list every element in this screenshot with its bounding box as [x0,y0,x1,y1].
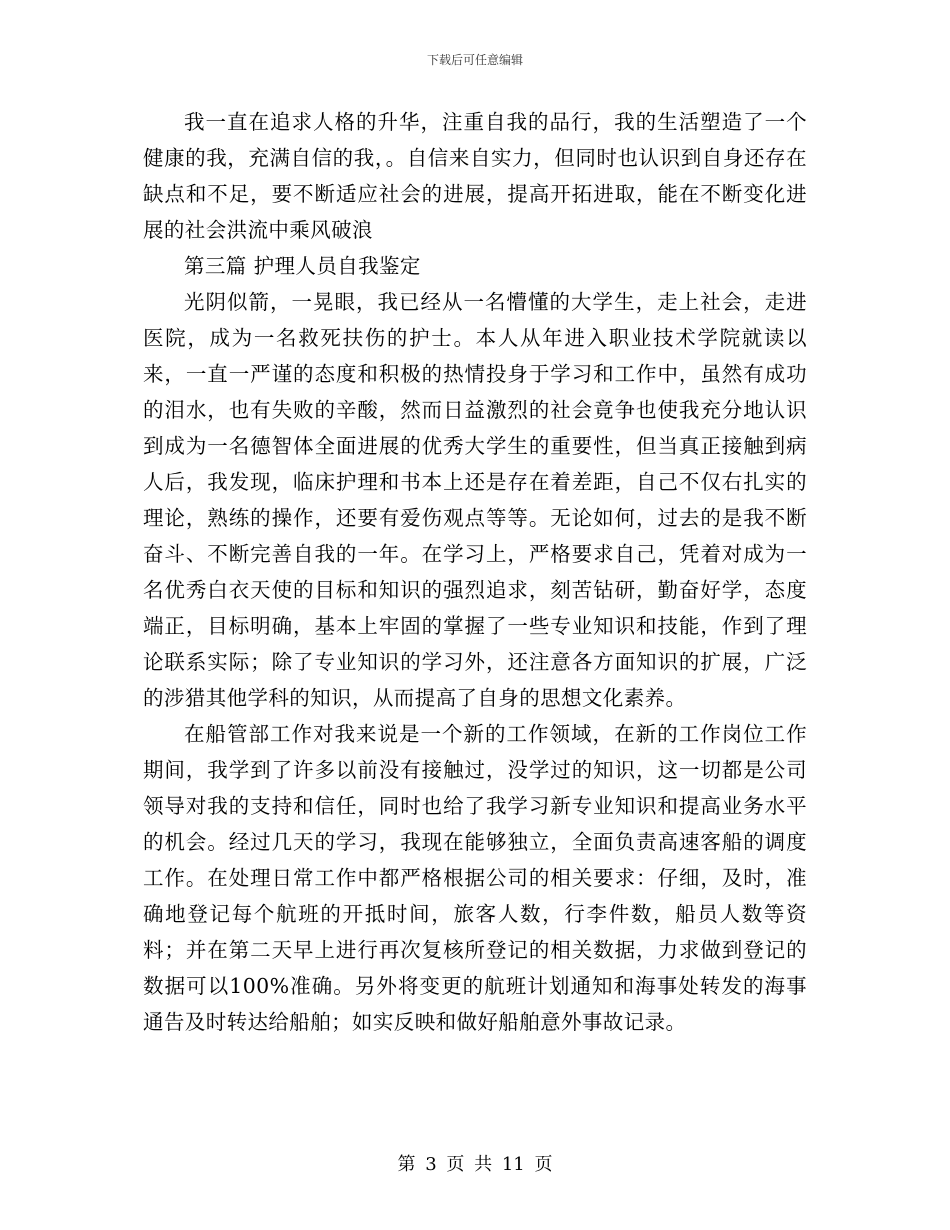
paragraph-self-improvement: 我一直在追求人格的升华，注重自我的品行，我的生活塑造了一个健康的我，充满自信的我，。自信来自实力，但同时也认识到自身还存在缺点和不足，要不断适应社会的进展，提高开拓进取，能在不断变化进展的社会洪流中乘风破浪 [143,110,807,242]
page-number-footer: 第 3 页 共 11 页 [397,1154,553,1175]
section-title: 第三篇 护理人员自我鉴定 [184,254,421,278]
paragraph-nursing-study: 光阴似箭，一晃眼，我已经从一名懵懂的大学生，走上社会，走进医院，成为一名救死扶伤的护士。本人从年进入职业技术学院就读以来，一直一严谨的态度和积极的热情投身于学习和工作中，虽然有成功的泪水，也有失败的辛酸，然而日益激烈的社会竟争也使我充分地认识到成为一名德智体全面进展的优秀大学生的重要性，但当真正接触到病人后，我发现，临床护理和书本上还是存在着差距，自己不仅右扎实的理论，熟练的操作，还要有爱伤观点等等。无论如何，过去的是我不断奋斗、不断完善自我的一年。在学习上，严格要求自己，凭着对成为一名优秀白衣天使的目标和知识的强烈追求，刻苦钻研，勤奋好学，态度端正，目标明确，基本上牢固的掌握了一些专业知识和技能，作到了理论联系实际；除了专业知识的学习外，还注意各方面知识的扩展，广泛的涉猎其他学科的知识，从而提高了自身的思想文化素养。 [143,290,807,710]
document-body [143,104,807,1040]
paragraph-ship-management-work: 在船管部工作对我来说是一个新的工作领域，在新的工作岗位工作期间，我学到了许多以前没有接触过，没学过的知识，这一切都是公司领导对我的支持和信任，同时也给了我学习新专业知识和提高业务水平的机会。经过几天的学习，我现在能够独立，全面负责高速客船的调度工作。在处理日常工作中都严格根据公司的相关要求：仔细，及时，准确地登记每个航班的开抵时间，旅客人数，行李件数，船员人数等资料；并在第二天早上进行再次复核所登记的相关数据，力求做到登记的数据可以100%准确。另外将变更的航班计划通知和海事处转发的海事通告及时转达给船舶；如实反映和做好船舶意外事故记录。 [143,722,807,1034]
page-header: 下载后可任意编辑 [426,53,523,67]
